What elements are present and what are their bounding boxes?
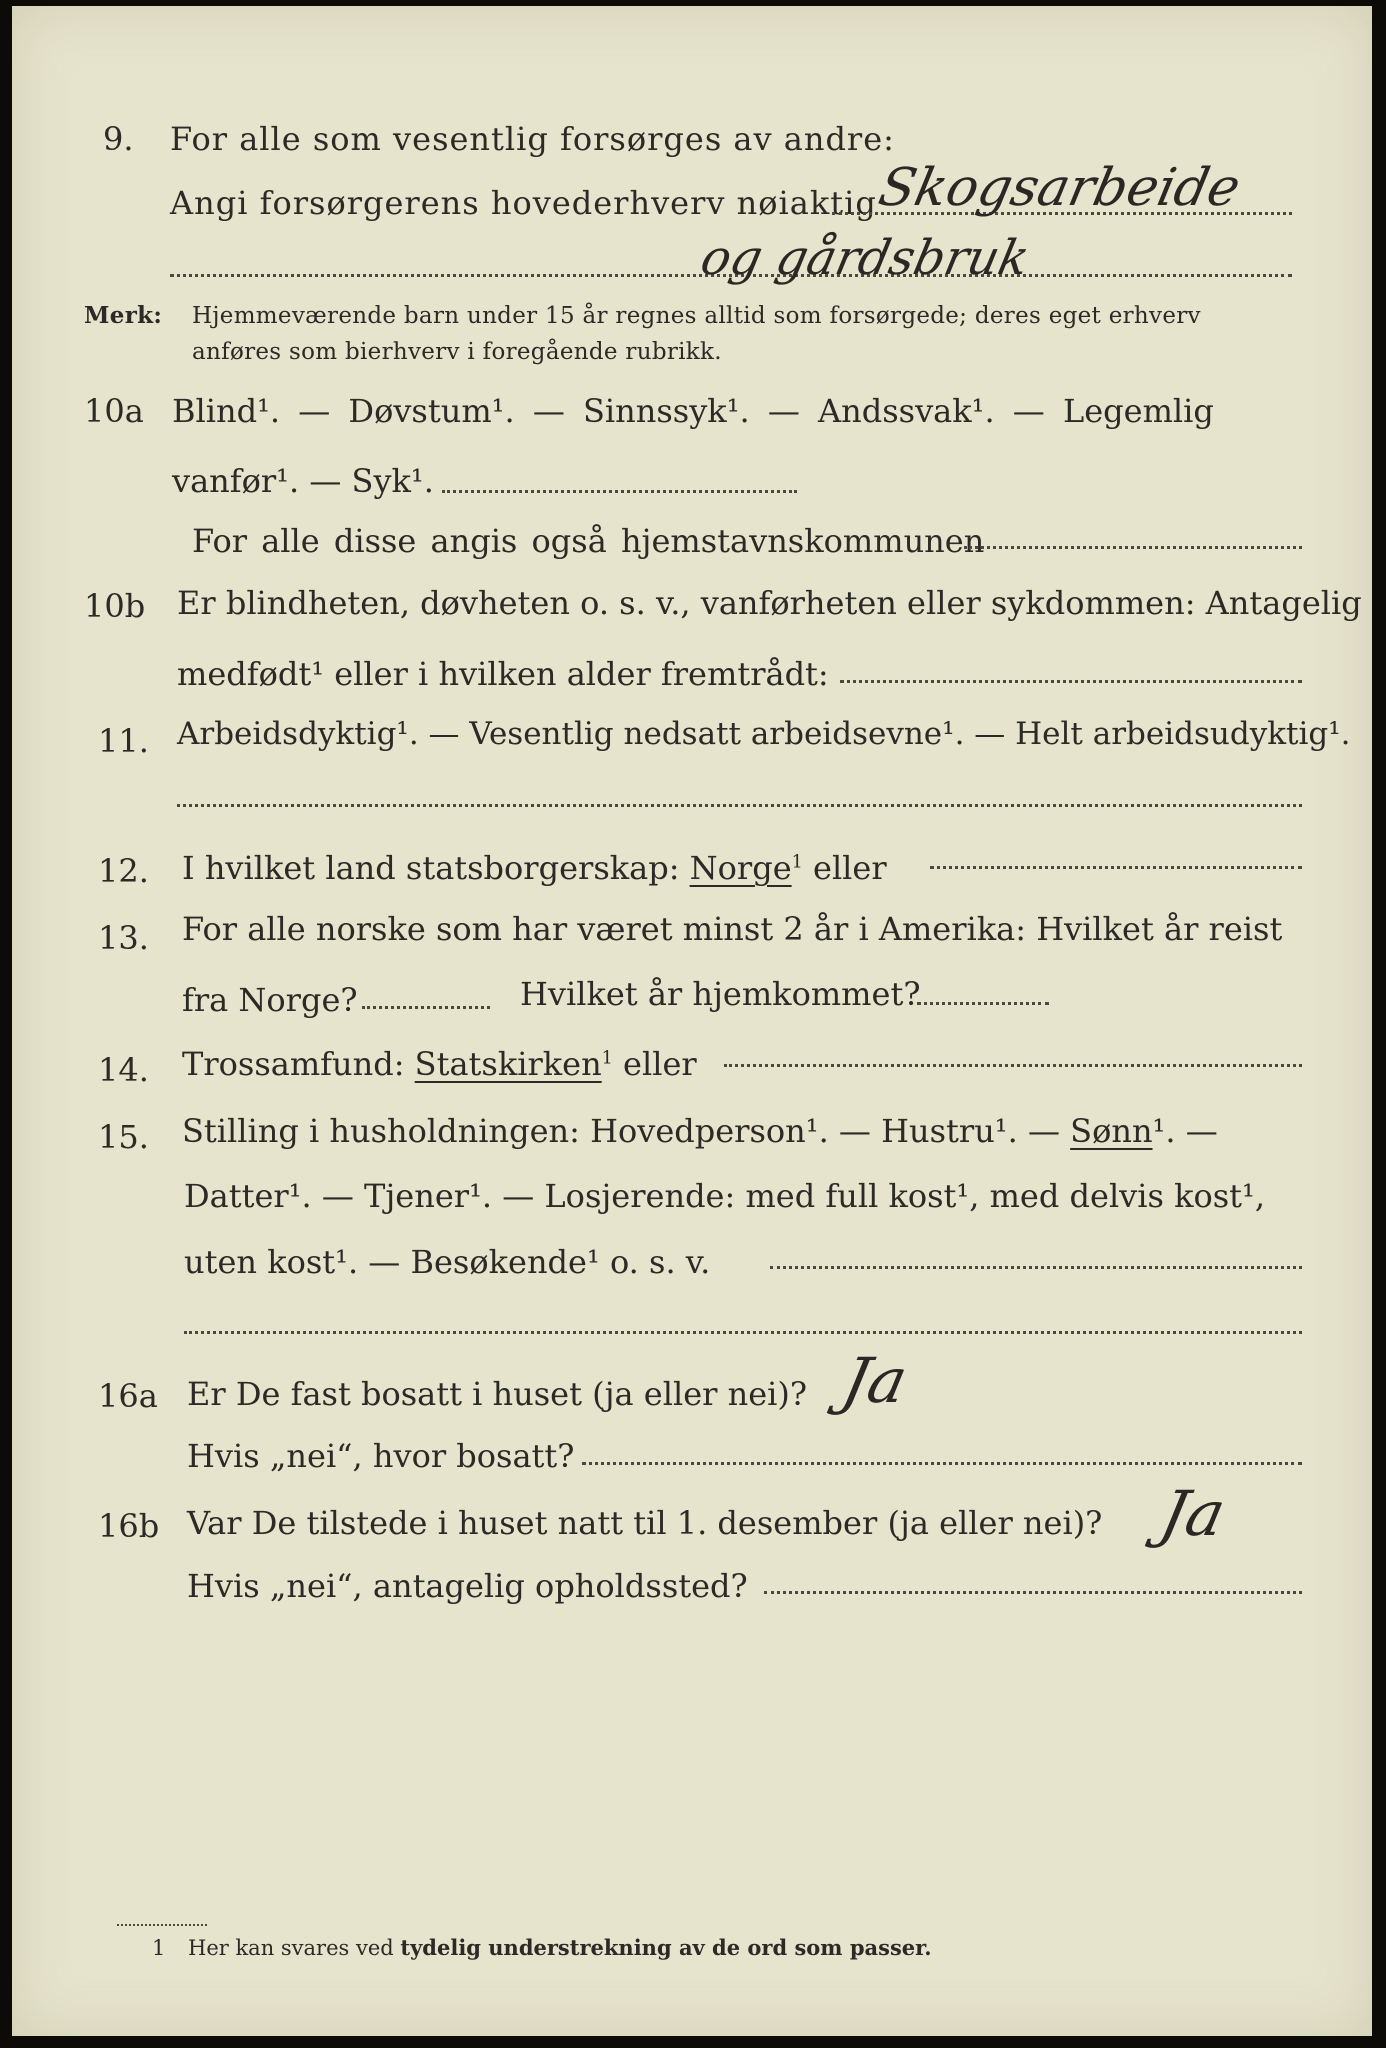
q14-text-before: Trossamfund:	[182, 1045, 415, 1083]
q14-line: Trossamfund: Statskirken$^1$ eller	[182, 1045, 697, 1083]
q13-line2a: fra Norge?	[182, 981, 358, 1019]
q10b-line1: Er blindheten, døvheten o. s. v., vanførheten eller sykdommen: Antagelig	[177, 584, 1362, 622]
q14-underlined-statskirken: Statskirken	[414, 1045, 602, 1083]
q12-text-before: I hvilket land statsborgerskap:	[182, 849, 690, 887]
q9-handwritten-answer2: og gårdsbruk	[696, 230, 1035, 286]
q10a-number: 10a	[84, 392, 144, 430]
q11-number: 11.	[98, 722, 149, 760]
q15-underlined-sonn: Sønn	[1070, 1112, 1153, 1150]
footnote-marker: 1	[152, 1936, 166, 1960]
q11-answer-line	[177, 804, 1302, 807]
q14-answer-line	[724, 1064, 1302, 1067]
footnote-text-bold: tydelig understrekning av de ord som passer.	[400, 1935, 932, 1960]
q16a-bosatt-line	[582, 1462, 1302, 1465]
q12-answer-line	[930, 866, 1302, 869]
q13-line2b: Hvilket år hjemkommet?	[520, 975, 921, 1013]
q13-number: 13.	[98, 919, 149, 957]
q16b-number: 16b	[98, 1507, 160, 1545]
merk-label: Merk:	[84, 302, 163, 329]
q14-text-after: eller	[612, 1045, 697, 1083]
q12-line: I hvilket land statsborgerskap: Norge$^1$ eller	[182, 849, 887, 887]
footnote-text	[188, 1934, 932, 1962]
q15-line1-before: Stilling i husholdningen: Hovedperson¹. — Hustru¹. —	[182, 1112, 1071, 1150]
q14-number: 14.	[98, 1051, 149, 1089]
q12-underlined-norge: Norge	[689, 849, 792, 887]
q15-line1	[182, 1111, 1218, 1151]
q15-answer-line1	[770, 1266, 1302, 1269]
q16a-handwritten-answer: Ja	[836, 1344, 914, 1417]
q9-handwritten-answer1: Skogsarbeide	[873, 158, 1246, 218]
q12-number: 12.	[98, 852, 149, 890]
q10b-answer-line	[840, 680, 1302, 683]
q16b-handwritten-answer: Ja	[1154, 1477, 1232, 1550]
q15-line1-after: ¹. —	[1152, 1112, 1218, 1150]
q13-reist-line	[362, 1006, 490, 1009]
q12-text-after: eller	[802, 849, 887, 887]
q16a-line2: Hvis „nei“, hvor bosatt?	[187, 1437, 575, 1475]
q16a-number: 16a	[98, 1377, 158, 1415]
footnote-text-plain: Her kan svares ved	[188, 1936, 401, 1960]
q15-number: 15.	[98, 1118, 149, 1156]
q13-hjemkommet-line	[917, 1002, 1049, 1005]
q10b-number: 10b	[84, 587, 146, 625]
footnote-rule	[117, 1924, 207, 1926]
q16b-line2: Hvis „nei“, antagelig opholdssted?	[187, 1567, 748, 1605]
merk-line2: anføres som bierhverv i foregående rubrikk.	[192, 339, 722, 365]
q15-answer-line2	[184, 1331, 1302, 1334]
census-form-page	[12, 6, 1372, 2036]
q15-line2: Datter¹. — Tjener¹. — Losjerende: med full kost¹, med delvis kost¹,	[184, 1177, 1266, 1215]
q11-line1: Arbeidsdyktig¹. — Vesentlig nedsatt arbeidsevne¹. — Helt arbeidsudyktig¹.	[177, 716, 1351, 752]
q10a-line3: For alle disse angis også hjemstavnskommunen	[192, 522, 985, 560]
q10a-hometown-line	[964, 546, 1302, 549]
q9-line2: Angi forsørgerens hovederhverv nøiaktig	[170, 184, 877, 222]
q10a-line1: Blind¹. — Døvstum¹. — Sinnssyk¹. — Andssvak¹. — Legemlig	[172, 392, 1214, 430]
q9-line1: For alle som vesentlig forsørges av andre:	[170, 120, 895, 158]
q9-number: 9.	[103, 120, 134, 158]
q16b-opholdssted-line	[764, 1591, 1302, 1594]
q10a-line2: vanfør¹. — Syk¹.	[172, 462, 434, 500]
merk-line1: Hjemmeværende barn under 15 år regnes alltid som forsørgede; deres eget erhverv	[192, 303, 1201, 329]
q16b-line1: Var De tilstede i huset natt til 1. desember (ja eller nei)?	[187, 1504, 1103, 1542]
q10a-answer-line	[442, 490, 797, 493]
q13-line1: For alle norske som har været minst 2 år i Amerika: Hvilket år reist	[182, 910, 1283, 948]
q16a-line1: Er De fast bosatt i huset (ja eller nei)?	[187, 1375, 808, 1413]
q10b-line2: medfødt¹ eller i hvilken alder fremtrådt:	[177, 655, 829, 693]
q15-line3: uten kost¹. — Besøkende¹ o. s. v.	[184, 1243, 711, 1281]
